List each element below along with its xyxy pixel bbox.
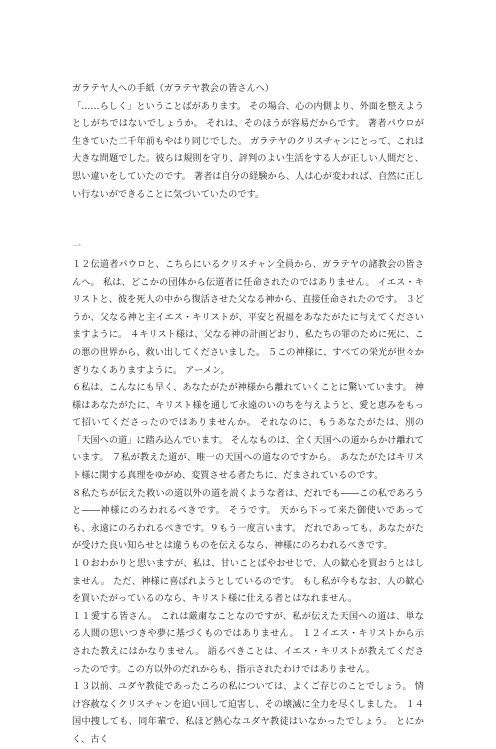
intro-paragraph: 「……らしく」ということばがあります。 その場合、心の内側より、外面を整えようとしがちではないでしょうか。 それは、そのほうが容易だからです。 著者パウロが生きていた二千年前もやはり同じでした。 ガラテヤのクリスチャンにとって、これは大きな問題でした。彼らは規則を守り、評判のよい生活をする人が正しい人間だと、思い違いをしていたのです。 著者は自分の経験から、人は心が変われば、自然に正しい行ないができることに気づいていたのです。 bbox=[72, 100, 424, 200]
paragraph: ６私は、こんなにも早く、あなたがたが神様から離れていくことに驚いています。 神様はあなたがたに、キリスト様を通して永遠のいのちを与えようと、愛と恵みをもって招いてくださったのではありませんか。 それなのに、もうあなたがたは、別の「天国への道」に踏み込んでいます。 そんなものは、全く天国への道からかけ離れています。 ７私が教えた道が、唯一の天国への道なのですから。 あなたがたはキリスト様に関する真理をゆがめ、変質させる者たちに、だまされているのです。 bbox=[72, 382, 424, 482]
spacer bbox=[72, 203, 424, 221]
section-mark: 一 bbox=[72, 241, 82, 253]
document-title: ガラテヤ人への手紙（ガラテヤ教会の皆さんへ） bbox=[72, 83, 274, 94]
document-page bbox=[72, 80, 424, 749]
spacer bbox=[72, 221, 424, 239]
paragraph: １２伝道者パウロと、こちらにいるクリスチャン全員から、ガラテヤの諸教会の皆さんへ。 私は、どこかの団体から伝道者に任命されたのではありません。 イエス・キリストと、彼を死人の中から復活させた父なる神から、直接任命されたのです。 ３どうか、父なる神と主イエス・キリストが、平安と祝福をあなたがたに与えてくださいますように。 ４キリスト様は、父なる神の計画どおり、私たちの罪のために死に、この悪の世界から、救い出してくださいました。 ５この神様に、すべての栄光が世々かぎりなくありますように。 アーメン。 bbox=[72, 258, 424, 376]
paragraph: ８私たちが伝えた救いの道以外の道を説くような者は、だれでも――この私であろうと――神様にのろわれるべきです。 そうです。 天から下って来た御使いであっても、永遠にのろわれるべきです。９もう一度言います。 だれであっても、あなたがたが受けた良い知らせとは違うものを伝えるなら、神様にのろわれるべきです。 bbox=[72, 487, 424, 552]
paragraph: １３以前、ユダヤ教徒であったころの私については、よくご存じのことでしょう。 情け容赦なくクリスチャンを追い回して迫害し、その壊滅に全力を尽くしました。 １４国中捜しても、同年輩で、私ほど熱心なユダヤ教徒はいなかったでしょう。 とにかく、古く bbox=[72, 681, 424, 745]
paragraph: １０おわかりと思いますが、私は、甘いことばやおせじで、人の歓心を買おうとはしません。 ただ、神様に喜ばれようとしているのです。 もし私が今もなお、人の歓心を買いたがっているのなら、キリスト様に仕える者とはなれません。 bbox=[72, 558, 424, 605]
paragraph: １１愛する皆さん。 これは厳粛なことなのですが、私が伝えた天国への道は、単なる人間の思いつきや夢に基づくものではありません。 １２イエス・キリストから示された教えにはかなりません。 語るべきことは、イエス・キリストが教えてくださったのです。この方以外のだれからも、指示されたわけではありません。 bbox=[72, 610, 424, 675]
